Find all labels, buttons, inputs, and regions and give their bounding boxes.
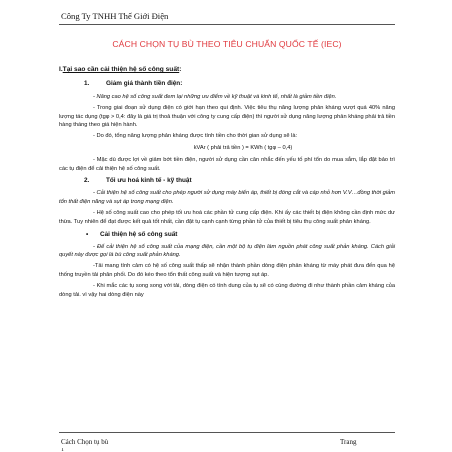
formula: kVAr ( phải trả tiền ) = KWh ( tgφ – 0,4)	[193, 144, 293, 151]
bullet-icon: •	[86, 231, 89, 239]
subsection-number: 1.	[84, 80, 90, 88]
footer-divider	[59, 432, 395, 433]
paragraph: -Tải mang tính cảm có hệ số công suất thấp sẽ nhận thành phần dòng điện phản kháng từ máy phát đưa đến qua hệ thống truyền tải phân phối. Do đó kéo theo tổn thất công suất và hiện tượng sụt áp.	[59, 263, 395, 278]
bullet-heading	[59, 231, 395, 239]
document-title: CÁCH CHỌN TỤ BÙ THEO TIÊU CHUẨN QUỐC TẾ (IEC)	[112, 39, 342, 49]
paragraph: - Do đó, tổng năng lượng phản kháng được tính tiền cho thời gian sử dụng sẽ là:	[93, 133, 298, 140]
paragraph: - Hệ số công suất cao cho phép tối ưu hoá các phần tử cung cấp điện. Khi ấy các thiết bị điện không cần định mức dư thừa. Tuy nhiên để đạt được kết quả tốt nhất, cần đặt tụ cạnh cạnh từng phần tử của thiết bị tiêu thụ công suất phản kháng.	[59, 210, 395, 225]
paragraph: - Nâng cao hệ số công suất đem lại những ưu điểm về kỹ thuật và kinh tế, nhất là giảm tiền điện.	[93, 93, 337, 100]
document-body	[59, 66, 395, 302]
company-header: Công Ty TNHH Thế Giới Điện	[61, 11, 169, 21]
section-number: I.	[59, 66, 63, 73]
subsection-heading-1	[59, 80, 395, 88]
footer-document-name: Cách Chọn tụ bù	[61, 438, 109, 446]
footer-page-label: Trang	[340, 438, 357, 446]
paragraph: - Khi mắc các tụ song song với tải, dòng điện có tính dung của tụ sẽ có cùng đường đi như thành phần cảm kháng của dòng tải. vì vậy hai dòng điện này	[59, 283, 395, 298]
subsection-number: 2.	[84, 177, 90, 185]
paragraph: - Mặc dù được lợi về giảm bớt tiền điện, người sử dụng cần cân nhắc đến yếu tố phí tổn do mua sắm, lắp đặt bảo trì các tụ điện để cải thiện hệ số công suất.	[59, 157, 395, 172]
header-divider	[59, 24, 395, 25]
paragraph: - Để cải thiện hệ số công suất của mạng điện, cần một bộ tụ điện làm nguồn phát công suất phản kháng. Cách giải quyết này được gọi là bù công suất phản kháng.	[59, 243, 395, 258]
subsection-heading-text: Tối ưu hoá kinh tế - kỹ thuật	[106, 177, 192, 185]
paragraph: - Trong giai đoạn sử dụng điện có giới hạn theo qui định. Việc tiêu thụ năng lượng phản kháng vượt quá 40% năng lượng tác dụng (tgφ > 0,4: đây là giá trị thoả thuận với công ty cung cấp điện) thì người sử dụng năng lượng phản kháng phải trả tiền hàng tháng theo giá hiện hành.	[59, 105, 395, 129]
subsection-heading-2	[59, 177, 395, 185]
section-heading-text: Tại sao cần cải thiện hệ số công suất	[62, 66, 180, 73]
page-number: 1	[61, 448, 64, 452]
section-heading	[59, 66, 395, 74]
subsection-heading-text: Giảm giá thành tiền điện:	[106, 80, 183, 88]
section-heading-colon: :	[179, 66, 182, 73]
bullet-heading-text: Cải thiện hệ số công suất	[100, 231, 178, 239]
paragraph: - Cải thiện hệ số công suất cho phép người sử dụng máy biến áp, thiết bị đóng cắt và cáp nhỏ hơn V.V…đồng thời giảm tổn thất điện năng và sụt áp trong mạng điện.	[59, 190, 395, 205]
